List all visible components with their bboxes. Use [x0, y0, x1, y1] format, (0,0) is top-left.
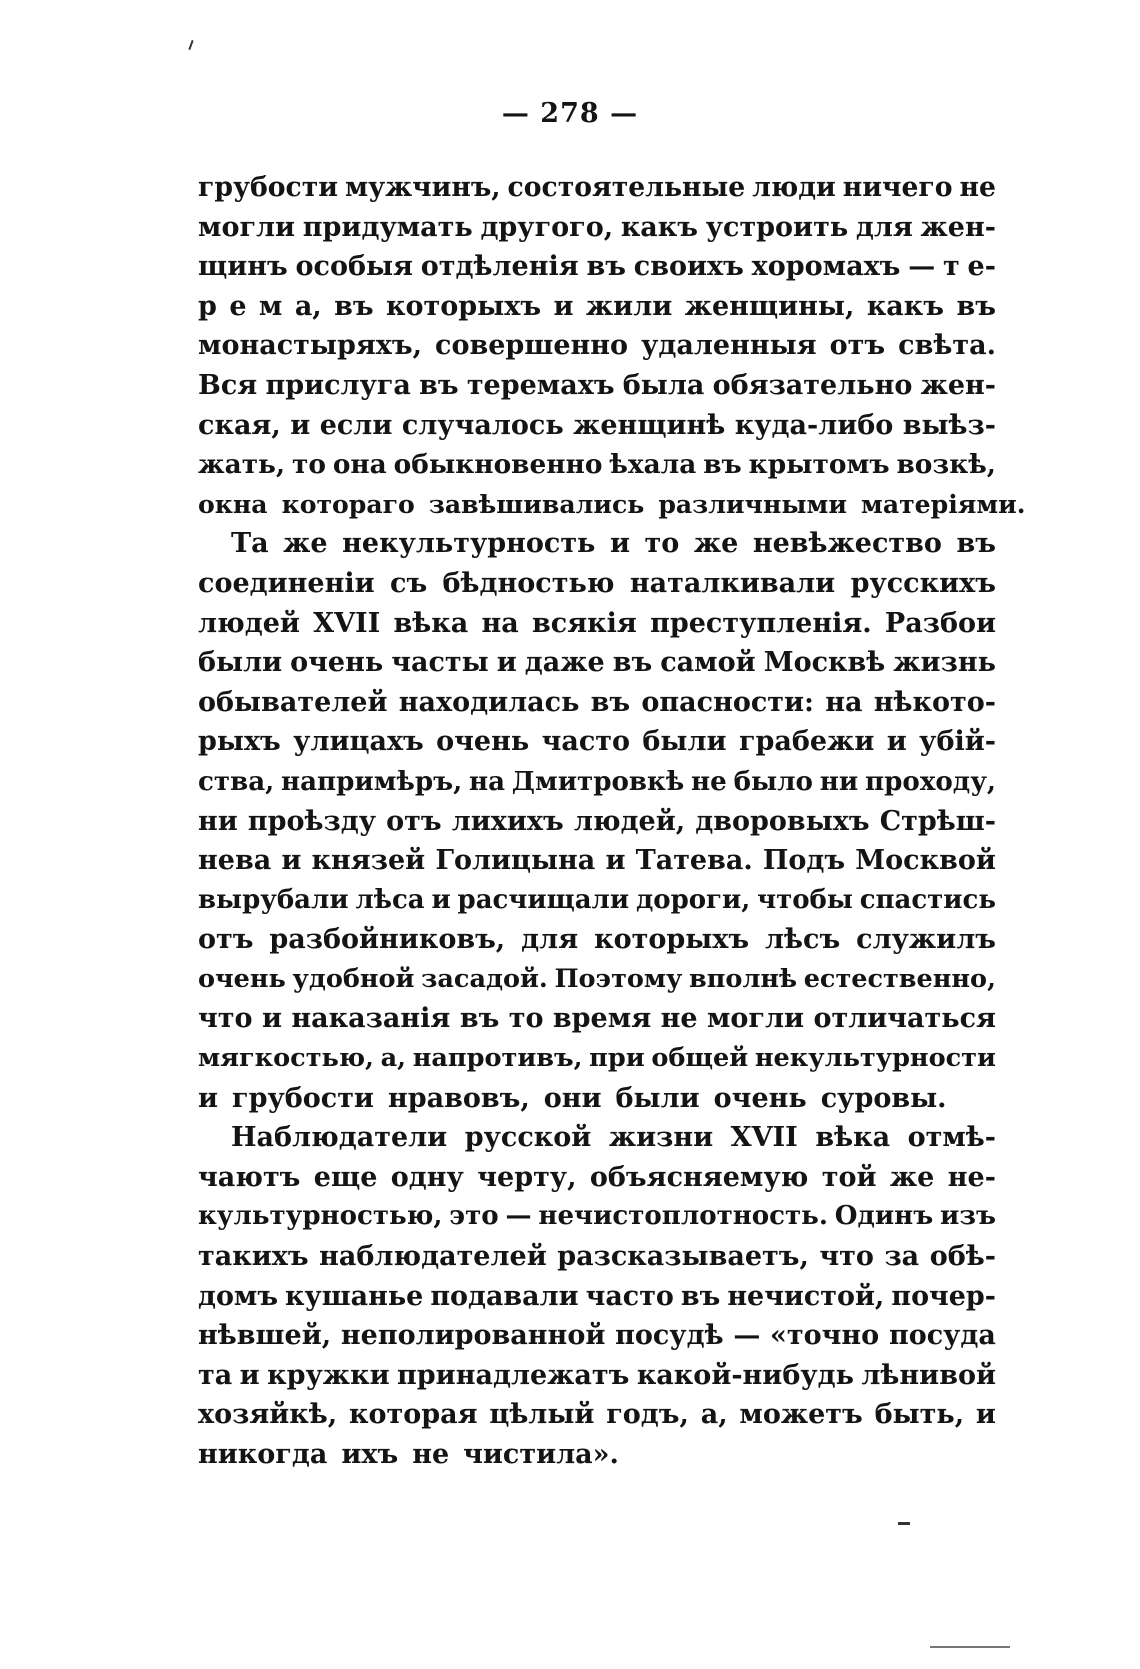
- text-line: могли придумать другого, какъ устроить для жен-: [198, 211, 996, 243]
- text-line: такихъ наблюдателей разсказываетъ, что за обѣ-: [198, 1241, 996, 1273]
- paragraph: [198, 524, 996, 1118]
- text-line: нева и князей Голицына и Татева. Подъ Москвой: [198, 845, 996, 877]
- text-line: ская, и если случалось женщинѣ куда-либо выѣз-: [198, 409, 996, 441]
- scan-speck: [898, 1522, 910, 1525]
- text-line: Та же некультурность и то же невѣжество въ: [231, 528, 996, 560]
- text-line: грубости мужчинъ, состоятельные люди ничего не: [198, 172, 996, 203]
- text-line: окна котораго завѣшивались различными матеріями.: [198, 488, 1026, 519]
- paragraph: [198, 168, 1026, 524]
- page-number: — 278 —: [501, 98, 639, 129]
- text-line: Вся прислуга въ теремахъ была обязательно жен-: [198, 369, 996, 401]
- text-line: мягкостью, а, напротивъ, при общей некультурности: [198, 1043, 996, 1074]
- text-line: были очень часты и даже въ самой Москвѣ жизнь: [198, 647, 996, 679]
- text-line: домъ кушанье подавали часто въ нечистой, почер-: [198, 1280, 996, 1312]
- text-line: чаютъ еще одну черту, объясняемую той же не-: [198, 1161, 996, 1193]
- body-text: [198, 168, 1026, 1475]
- text-line: рыхъ улицахъ очень часто были грабежи и убій-: [198, 726, 996, 758]
- paragraph: [198, 1118, 996, 1474]
- text-line: щинъ особыя отдѣленія въ своихъ хоромахъ — т е-: [198, 251, 996, 283]
- text-line: нѣвшей, неполированной посудѣ — «точно посуда: [198, 1320, 996, 1352]
- text-line: очень удобной засадой. Поэтому вполнѣ естественно,: [198, 963, 996, 994]
- text-line: отъ разбойниковъ, для которыхъ лѣсъ служилъ: [198, 924, 996, 956]
- scan-speck: [930, 1646, 1010, 1648]
- text-line: соединеніи съ бѣдностью наталкивали русскихъ: [198, 567, 996, 599]
- text-line: никогда ихъ не чистила».: [198, 1439, 619, 1470]
- text-line: вырубали лѣса и расчищали дороги, чтобы спастись: [198, 884, 996, 915]
- text-line: р е м а, въ которыхъ и жили женщины, какъ въ: [198, 290, 996, 322]
- text-line: ства, напримѣръ, на Дмитровкѣ не было ни проходу,: [198, 765, 996, 797]
- text-line: хозяйкѣ, которая цѣлый годъ, а, можетъ быть, и: [198, 1399, 996, 1431]
- text-line: что и наказанія въ то время не могли отличаться: [198, 1003, 996, 1035]
- text-line: Наблюдатели русской жизни XVII вѣка отмѣ-: [231, 1122, 996, 1154]
- text-line: монастыряхъ, совершенно удаленныя отъ свѣта.: [198, 330, 996, 362]
- text-line: ни проѣзду отъ лихихъ людей, дворовыхъ Стрѣш-: [198, 805, 996, 837]
- text-line: та и кружки принадлежатъ какой-нибудь лѣнивой: [198, 1359, 996, 1391]
- text-line: людей XVII вѣка на всякія преступленія. Разбои: [198, 607, 996, 639]
- text-line: и грубости нравовъ, они были очень суровы.: [198, 1082, 947, 1114]
- scan-speck: [188, 40, 193, 50]
- text-line: обывателей находилась въ опасности: на нѣкото-: [198, 686, 996, 718]
- text-line: жать, то она обыкновенно ѣхала въ крытомъ возкѣ,: [198, 449, 996, 481]
- text-line: культурностью, это — нечистоплотность. Одинъ изъ: [198, 1201, 996, 1232]
